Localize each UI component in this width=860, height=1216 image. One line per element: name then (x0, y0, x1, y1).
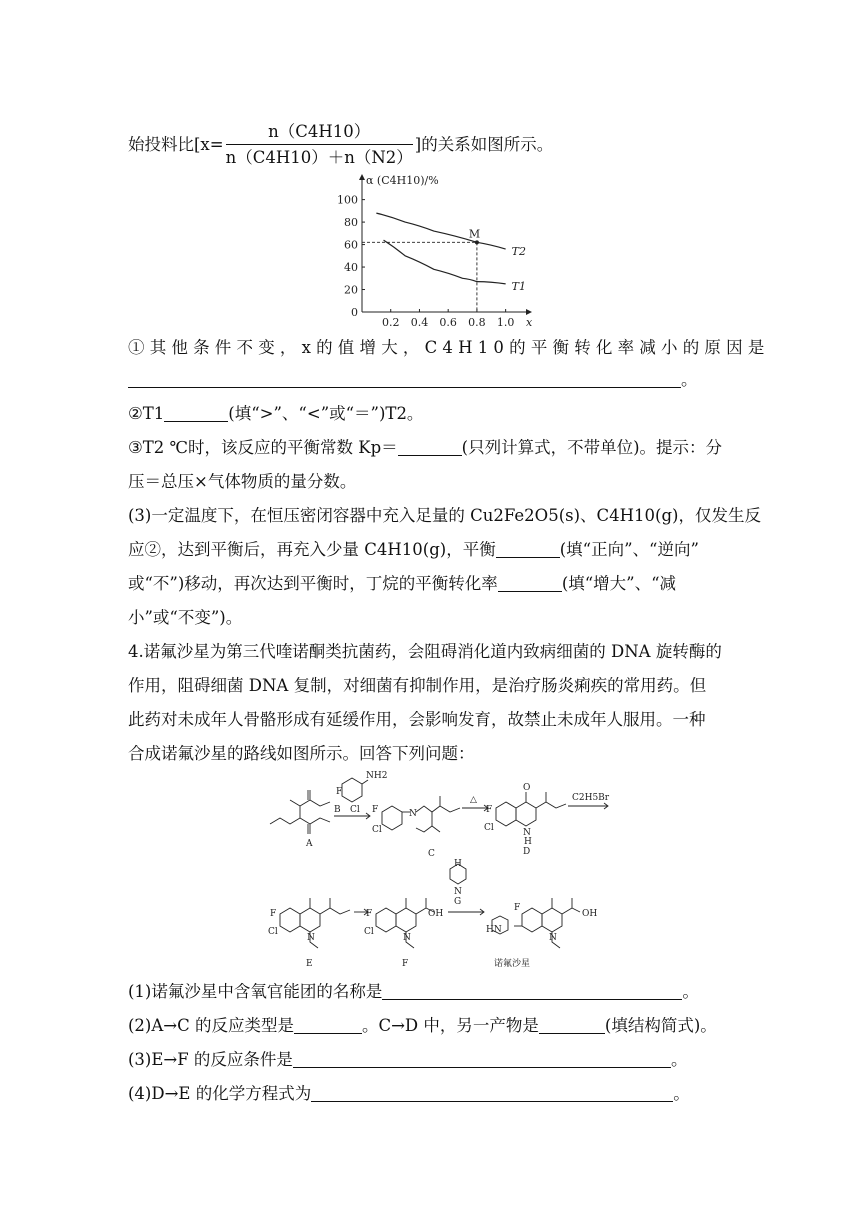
problem4-line4: 合成诺氟沙星的路线如图所示。回答下列问题： (128, 744, 475, 763)
label-A: A (306, 839, 313, 849)
y-tick-label: 40 (344, 261, 358, 275)
q3-post: (只列计算式，不带单位)。提示：分 (461, 438, 723, 457)
y-tick-label: 0 (351, 306, 358, 319)
x-tick-label: 1.0 (496, 316, 515, 329)
atom-Cl-F: Cl (364, 927, 374, 937)
atom-N-F: N (403, 933, 411, 943)
atom-Cl-D: Cl (484, 823, 494, 833)
synthesis-scheme (262, 770, 622, 970)
ratio-fraction (226, 122, 413, 168)
sub-q4-blank[interactable] (311, 1085, 673, 1102)
intro-line (128, 122, 553, 168)
sub-q2-blank-product[interactable] (539, 1017, 605, 1034)
compound-A (270, 790, 330, 834)
atom-Cl-E: Cl (268, 927, 278, 937)
atom-F-C: F (372, 805, 379, 815)
atom-F-D: F (486, 805, 493, 815)
atom-N-D: N (523, 828, 531, 838)
atom-Cl-C: Cl (372, 825, 382, 835)
atom-O-D: O (523, 783, 531, 793)
fraction-denominator: n（C4H10）＋n（N2） (225, 148, 413, 167)
sub-q1-text: (1)诺氟沙星中含氧官能团的名称是 (128, 982, 383, 1001)
atom-N-product: N (549, 933, 557, 943)
q1-answer-line (128, 370, 698, 390)
q4-blank-direction[interactable] (496, 541, 560, 558)
sub-q1-blank[interactable] (382, 983, 682, 1000)
atom-NH2: NH2 (366, 771, 388, 781)
q3-answer-blank[interactable] (398, 439, 462, 456)
reagent-aniline (342, 778, 368, 802)
problem4-line1: 4.诺氟沙星为第三代喹诺酮类抗菌药，会阻碍消化道内致病细菌的 DNA 旋转酶的 (128, 642, 722, 661)
atom-F-aniline: F (336, 787, 343, 797)
q4-line2 (128, 540, 699, 560)
sub-q3-blank[interactable] (293, 1051, 671, 1068)
q2-mid: (填“>”、“<”或“＝”)T2。 (228, 404, 424, 423)
y-tick-label: 100 (337, 193, 358, 207)
sub-q2-blank-type[interactable] (294, 1017, 362, 1034)
q2-pre: ②T1 (128, 404, 165, 423)
q2-line (128, 404, 423, 424)
q3-line2: 压＝总压×气体物质的量分数。 (128, 472, 357, 491)
series-label-T1: T1 (511, 279, 526, 293)
x-tick-label: 0.2 (381, 316, 400, 329)
atom-H-piperazine-top: H (454, 859, 462, 869)
q4-line3b: (填“增大”、“减 (561, 574, 677, 593)
atom-N-C: N (409, 809, 417, 819)
label-F: F (402, 959, 409, 969)
series-line-T2 (376, 213, 505, 249)
problem4-line2: 作用，阻碍细菌 DNA 复制，对细菌有抑制作用，是治疗肠炎痢疾的常用药。但 (128, 676, 707, 695)
intro-post: ]的关系如图所示。 (414, 135, 554, 154)
intro-pre: 始投料比[x= (128, 135, 224, 154)
label-heat: △ (470, 795, 477, 805)
compound-C (382, 796, 460, 832)
atom-F-E: F (270, 909, 277, 919)
label-C: C (428, 849, 435, 859)
q2-answer-blank[interactable] (164, 405, 228, 422)
point-M-label: M (468, 227, 481, 241)
sub-q1 (128, 982, 699, 1002)
atom-H-D: H (524, 837, 532, 847)
q1-line (128, 338, 770, 358)
q4-line2b: (填“正向”、“逆向” (559, 540, 699, 559)
q3-line (128, 438, 722, 458)
y-axis-arrow (359, 174, 365, 180)
compound-norfloxacin (492, 898, 580, 948)
series-label-T2: T2 (511, 245, 526, 259)
sub-q4 (128, 1084, 690, 1104)
sub-q3 (128, 1050, 687, 1070)
sub-q4-end: 。 (673, 1084, 690, 1103)
q4-line3a: 或“不”)移动，再次达到平衡时，丁烷的平衡转化率 (128, 574, 498, 593)
atom-N-piperazine: N (454, 887, 462, 897)
sub-q4-text: (4)D→E 的化学方程式为 (128, 1084, 312, 1103)
y-tick-label: 20 (344, 283, 358, 297)
sub-q2-text-b: 。C→D 中，另一产物是 (361, 1016, 539, 1035)
sub-q3-end: 。 (670, 1050, 688, 1069)
q3-pre: ③T2 ℃时，该反应的平衡常数 Kp＝ (128, 438, 398, 457)
label-B: B (334, 805, 341, 815)
compound-D (496, 792, 566, 826)
atom-Cl-aniline: Cl (350, 805, 360, 815)
label-norfloxacin: 诺氟沙星 (494, 959, 531, 969)
q4-line2a: 应②，达到平衡后，再充入少量 C4H10(g)，平衡 (128, 540, 496, 559)
q1-text: ①其他条件不变，x的值增大，C4H10的平衡转化率减小的原因是 (128, 338, 770, 357)
label-E: E (306, 959, 313, 969)
reagent-ethyl-bromide: C2H5Br (572, 793, 610, 803)
sub-q2 (128, 1016, 717, 1036)
atom-OH-F: OH (428, 909, 444, 919)
atom-F-product: F (514, 903, 521, 913)
x-tick-label: 0.6 (439, 316, 457, 329)
atom-HN-product: HN (486, 925, 502, 935)
problem4-line3: 此药对未成年人骨骼形成有延缓作用，会影响发育，故禁止未成年人服用。一种 (128, 710, 706, 729)
atom-F-F: F (366, 909, 373, 919)
sub-q3-text: (3)E→F 的反应条件是 (128, 1050, 293, 1069)
q4-blank-conversion[interactable] (498, 575, 562, 592)
label-G: G (454, 897, 462, 907)
x-axis-arrow (526, 309, 532, 315)
atom-OH-product: OH (582, 909, 598, 919)
sub-q2-text-c: (填结构简式)。 (604, 1016, 717, 1035)
q4-line1: (3)一定温度下，在恒压密闭容器中充入足量的 Cu2Fe2O5(s)、C4H10(g)，仅发生反 (128, 506, 761, 525)
q1-answer-blank[interactable] (128, 371, 681, 388)
x-tick-label: 0.8 (468, 316, 486, 329)
label-D: D (523, 847, 531, 857)
sub-q1-end: 。 (682, 982, 699, 1001)
q4-line4: 小”或“不变”)。 (128, 608, 243, 627)
q1-end: 。 (681, 370, 698, 389)
y-axis-label: α (C4H10)/% (366, 174, 439, 187)
compound-E (280, 898, 350, 948)
y-tick-label: 80 (344, 216, 358, 230)
conversion-chart (330, 172, 533, 332)
sub-q2-text-a: (2)A→C 的反应类型是 (128, 1016, 294, 1035)
y-tick-label: 60 (344, 238, 358, 252)
x-axis-label: x (526, 316, 533, 329)
series-line-T1 (384, 240, 506, 284)
point-M (475, 240, 479, 244)
atom-N-E: N (307, 933, 315, 943)
x-tick-label: 0.4 (410, 316, 429, 329)
fraction-numerator: n（C4H10） (226, 122, 413, 145)
q4-line3 (128, 574, 676, 594)
